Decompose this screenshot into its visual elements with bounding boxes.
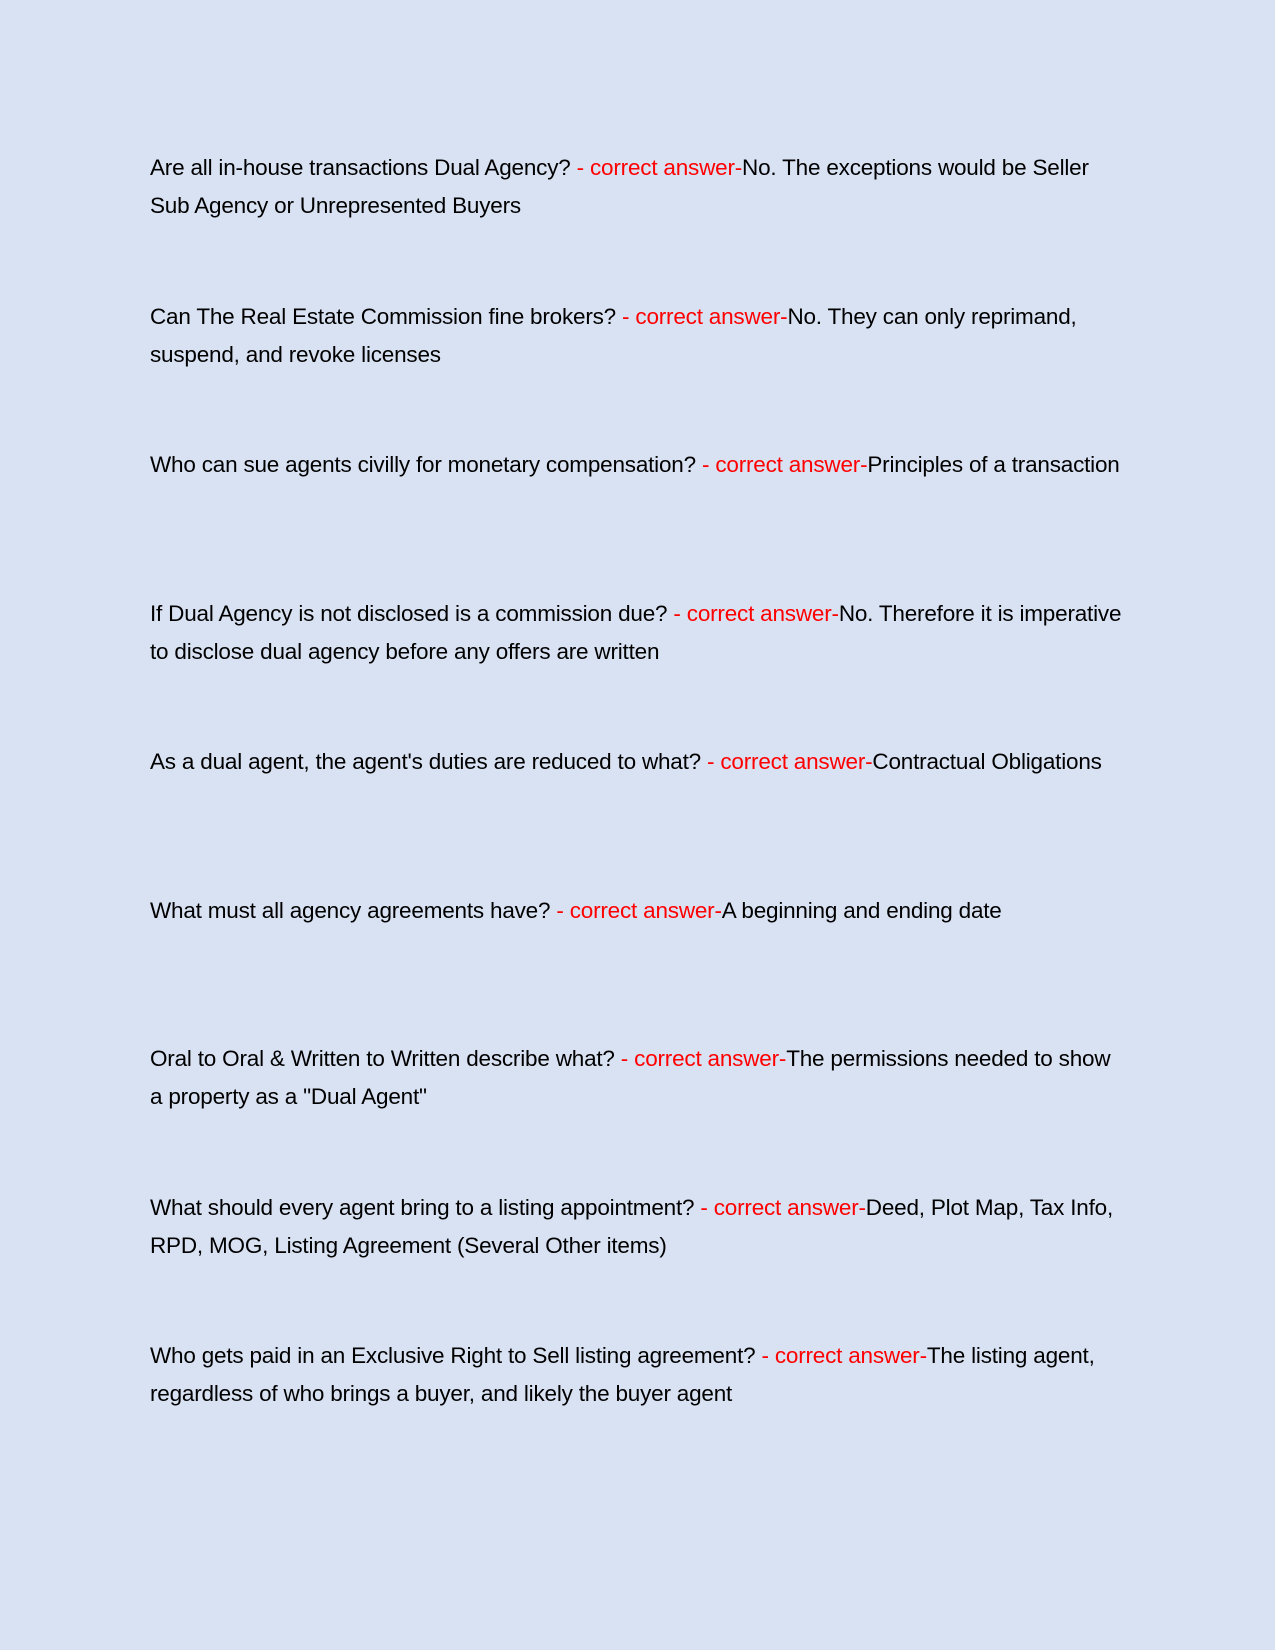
- answer-text: No. The exceptions would be Seller Sub Agency or Unrepresented Buyers: [150, 155, 1089, 218]
- question-text: Can The Real Estate Commission fine brokers?: [150, 303, 616, 329]
- correct-answer-label: - correct answer-: [700, 749, 873, 774]
- answer-text: Contractual Obligations: [872, 749, 1102, 774]
- correct-answer-label: - correct answer-: [694, 1194, 866, 1220]
- question-text: What should every agent bring to a listing appointment?: [150, 1194, 695, 1220]
- answer-text: A beginning and ending date: [721, 897, 1002, 923]
- correct-answer-label: - correct answer-: [550, 897, 722, 923]
- qa-item: [150, 1337, 1125, 1413]
- answer-text: The listing agent, regardless of who brings a buyer, and likely the buyer agent: [150, 1343, 1095, 1406]
- correct-answer-label: - correct answer-: [755, 1343, 927, 1368]
- question-text: Are all in-house transactions Dual Agency?: [150, 155, 571, 180]
- qa-item: [150, 298, 1125, 374]
- answer-text: No. They can only reprimand, suspend, and revoke licenses: [150, 303, 1077, 367]
- qa-item: [150, 149, 1125, 225]
- qa-item: [150, 743, 1125, 781]
- question-text: If Dual Agency is not disclosed is a commission due?: [150, 600, 668, 626]
- answer-text: Principles of a transaction: [867, 452, 1120, 477]
- question-text: As a dual agent, the agent's duties are reduced to what?: [150, 749, 701, 774]
- correct-answer-label: - correct answer-: [570, 155, 743, 180]
- correct-answer-label: - correct answer-: [667, 600, 839, 626]
- qa-item: [150, 1189, 1125, 1265]
- question-text: Oral to Oral & Written to Written describe what?: [150, 1046, 615, 1071]
- correct-answer-label: - correct answer-: [616, 303, 788, 329]
- answer-text: Deed, Plot Map, Tax Info, RPD, MOG, Listing Agreement (Several Other items): [150, 1194, 1114, 1258]
- question-text: Who gets paid in an Exclusive Right to Sell listing agreement?: [150, 1343, 756, 1368]
- answer-text: The permissions needed to show a property as a "Dual Agent": [150, 1046, 1111, 1109]
- answer-text: No. Therefore it is imperative to disclose dual agency before any offers are written: [150, 600, 1122, 664]
- qa-item: [150, 1040, 1125, 1116]
- qa-item: [150, 446, 1125, 484]
- qa-item: [150, 892, 1125, 930]
- correct-answer-label: - correct answer-: [614, 1046, 787, 1071]
- question-text: Who can sue agents civilly for monetary compensation?: [150, 452, 696, 477]
- question-text: What must all agency agreements have?: [150, 897, 551, 923]
- qa-item: [150, 595, 1125, 671]
- correct-answer-label: - correct answer-: [695, 452, 868, 477]
